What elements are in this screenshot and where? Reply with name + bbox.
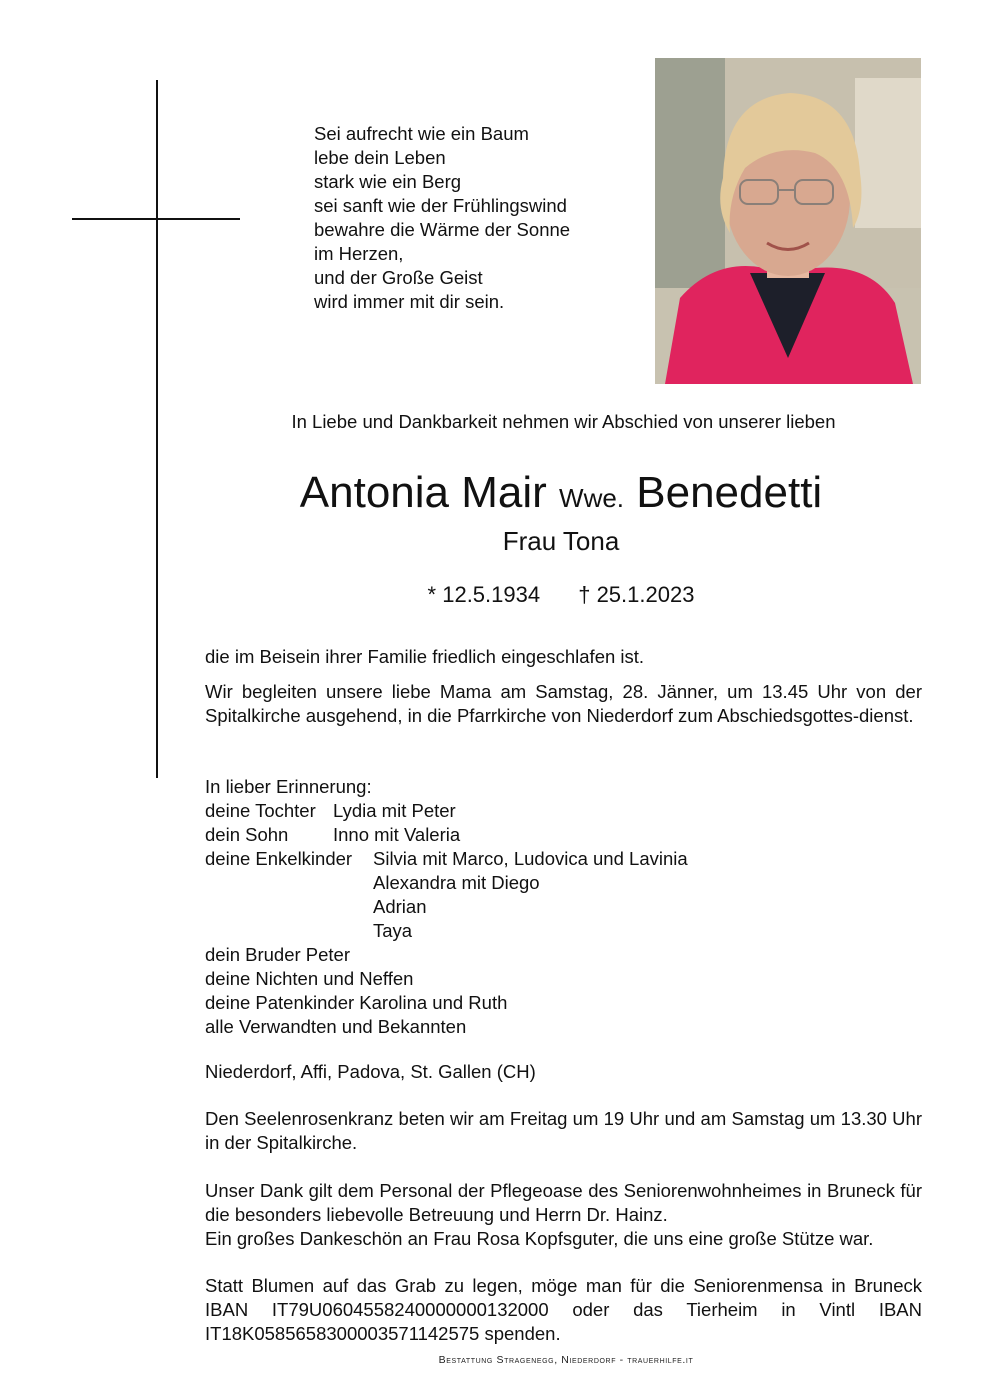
- mourners-heading: In lieber Erinnerung:: [205, 776, 372, 797]
- poem-line: lebe dein Leben: [314, 147, 446, 168]
- intro-text: In Liebe und Dankbarkeit nehmen wir Abschied von unserer lieben: [291, 411, 836, 432]
- relation-names: Inno mit Valeria: [333, 824, 461, 845]
- mourner-row: [205, 847, 922, 871]
- mourner-row: [205, 799, 922, 823]
- mourner-line: deine Nichten und Neffen: [205, 968, 414, 989]
- poem-line: sei sanft wie der Frühlingswind: [314, 195, 567, 216]
- relation-names: Taya: [373, 920, 413, 941]
- mourner-row: [205, 871, 922, 895]
- relation-names: Lydia mit Peter: [333, 800, 456, 821]
- mourner-line: dein Bruder Peter: [205, 944, 351, 965]
- relation-spacer: [205, 919, 373, 943]
- name-last: Benedetti: [636, 468, 823, 517]
- relation-names: Silvia mit Marco, Ludovica und Lavinia: [373, 848, 688, 869]
- poem-line: Sei aufrecht wie ein Baum: [314, 123, 529, 144]
- cross-horizontal: [72, 218, 240, 220]
- relation-spacer: [205, 895, 373, 919]
- birth-date: * 12.5.1934: [427, 582, 541, 607]
- relation-spacer: [205, 871, 373, 895]
- funeral-home-footer: Bestattung Stragenegg, Niederdorf - trauerhilfe.it: [438, 1354, 694, 1366]
- death-date: † 25.1.2023: [578, 582, 695, 607]
- places-line: Niederdorf, Affi, Padova, St. Gallen (CH): [205, 1061, 536, 1082]
- relation-label: dein Sohn: [205, 824, 289, 845]
- mourners-list: [205, 775, 922, 1039]
- poem-line: im Herzen,: [314, 243, 404, 264]
- paragraph-funeral: Wir begleiten unsere liebe Mama am Samstag, 28. Jänner, um 13.45 Uhr von der Spitalkirche ausgehend, in die Pfarrkirche von Niederdorf zum Abschiedsgottes-dienst.: [205, 681, 922, 726]
- paragraph-thanks-rosa: Ein großes Dankeschön an Frau Rosa Kopfsguter, die uns eine große Stütze war.: [205, 1228, 874, 1249]
- poem-line: und der Große Geist: [314, 267, 483, 288]
- mourner-row: [205, 919, 922, 943]
- poem-line: bewahre die Wärme der Sonne: [314, 219, 571, 240]
- relation-names: Alexandra mit Diego: [373, 872, 540, 893]
- life-dates: [158, 582, 964, 608]
- mourner-line: deine Patenkinder Karolina und Ruth: [205, 992, 508, 1013]
- paragraph-rosary: Den Seelenrosenkranz beten wir am Freitag um 19 Uhr und am Samstag um 13.30 Uhr in der Spitalkirche.: [205, 1108, 922, 1153]
- portrait-photo: [655, 58, 921, 384]
- name-widow: Wwe.: [559, 483, 625, 513]
- poem: [314, 122, 570, 314]
- relation-names: Adrian: [373, 896, 427, 917]
- intro-line: [0, 411, 982, 433]
- name-first: Antonia Mair: [299, 468, 547, 517]
- mourner-row: [205, 823, 922, 847]
- paragraph-donations: Statt Blumen auf das Grab zu legen, möge man für die Seniorenmensa in Bruneck IBAN IT79U0604558240000000132000 oder das Tierheim in Vintl IBAN IT18K0585658300003571142575 spenden.: [205, 1275, 922, 1344]
- relation-label: deine Enkelkinder: [205, 848, 353, 869]
- nickname: Frau Tona: [502, 526, 620, 556]
- mourner-row: [205, 895, 922, 919]
- mourner-line: alle Verwandten und Bekannten: [205, 1016, 467, 1037]
- poem-line: wird immer mit dir sein.: [314, 291, 505, 312]
- relation-label: deine Tochter: [205, 800, 316, 821]
- deceased-name: [158, 468, 964, 518]
- paragraph-peaceful: die im Beisein ihrer Familie friedlich eingeschlafen ist.: [205, 646, 645, 667]
- paragraph-thanks: Unser Dank gilt dem Personal der Pflegeoase des Seniorenwohnheimes in Bruneck für die besonders liebevolle Betreuung und Herrn Dr. Hainz.: [205, 1180, 922, 1225]
- poem-line: stark wie ein Berg: [314, 171, 462, 192]
- portrait-illustration: [655, 58, 921, 384]
